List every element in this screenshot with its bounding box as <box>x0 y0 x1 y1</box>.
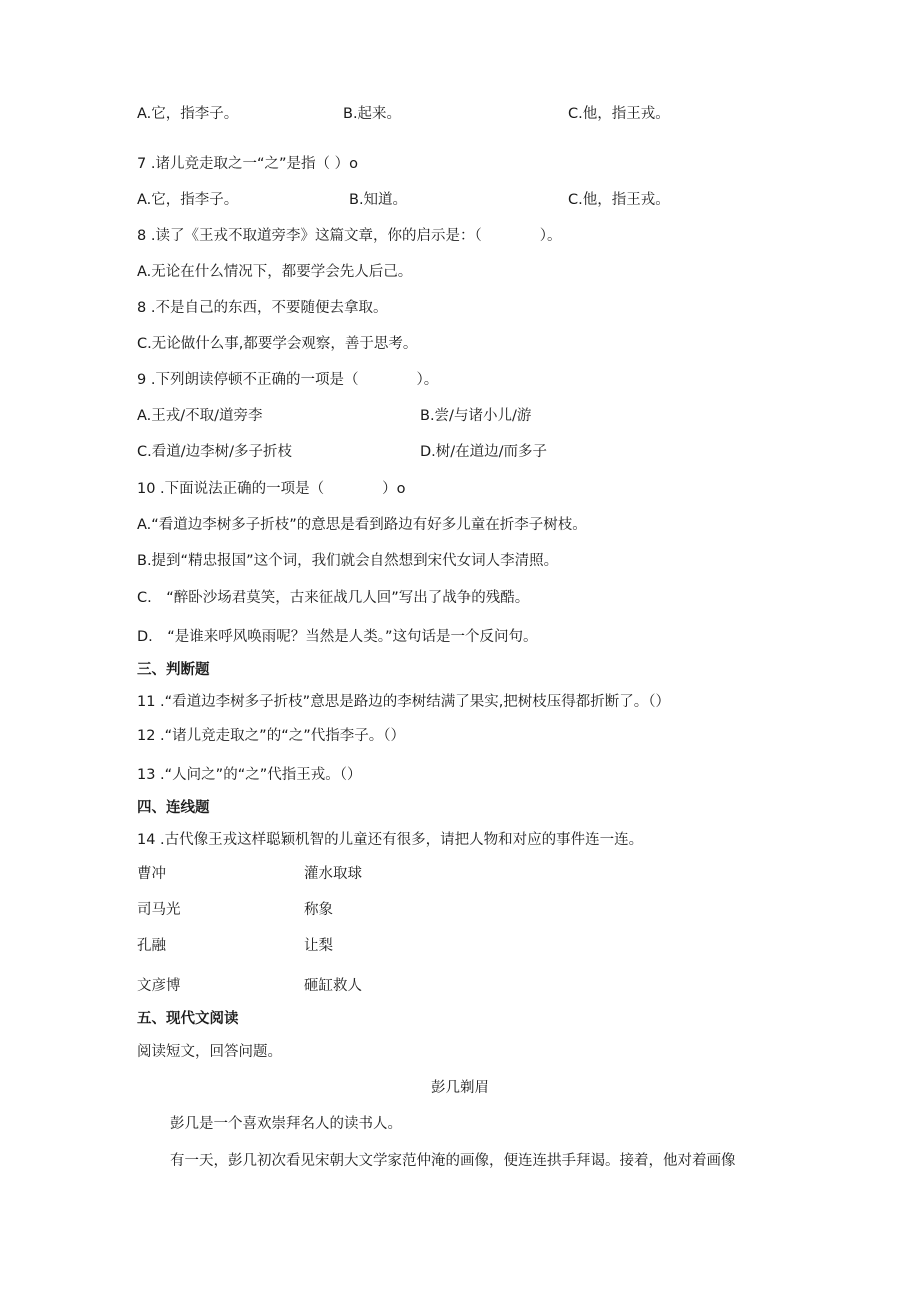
q8-option-b: 8 .不是自己的东西，不要随便去拿取。 <box>137 300 388 316</box>
q8-option-a: A.无论在什么情况下，都要学会先人后己。 <box>137 264 413 280</box>
q10-option-a: A.“看道边李树多子折枝”的意思是看到路边有好多儿童在折李子树枝。 <box>137 517 587 533</box>
reading-instruction: 阅读短文，回答问题。 <box>137 1044 282 1060</box>
section-3-heading: 三、判断题 <box>137 662 210 678</box>
q8-stem: 8 .读了《王戎不取道旁李》这篇文章，你的启示是：（ ）。 <box>137 228 562 244</box>
q10-stem: 10 .下面说法正确的一项是（ ）o <box>137 481 406 497</box>
q10-option-b: B.提到“精忠报国”这个词，我们就会自然想到宋代女词人李清照。 <box>137 553 559 569</box>
q10-option-d: D. “是谁来呼风唤雨呢？当然是人类。”这句话是一个反问句。 <box>137 629 538 645</box>
q9-option-a: A.王戎/不取/道旁李 <box>137 408 263 424</box>
section-5-heading: 五、现代文阅读 <box>137 1011 239 1027</box>
section-4-heading: 四、连线题 <box>137 800 210 816</box>
q9-option-d: D.树/在道边/而多子 <box>420 444 548 460</box>
q7-option-a: A.它，指李子。 <box>137 192 239 208</box>
q9-stem: 9 .下列朗读停顿不正确的一项是（ ）。 <box>137 372 439 388</box>
q6-option-a: A.它，指李子。 <box>137 106 239 122</box>
q13-item: 13 .“人问之”的“之”代指王戎。（） <box>137 767 362 783</box>
q7-option-c: C.他，指王戎。 <box>568 192 670 208</box>
q14-stem: 14 .古代像王戎这样聪颖机智的儿童还有很多，请把人物和对应的事件连一连。 <box>137 832 644 848</box>
passage-paragraph-1: 彭几是一个喜欢崇拜名人的读书人。 <box>170 1116 402 1132</box>
q11-item: 11 .“看道边李树多子折枝”意思是路边的李树结满了果实,把树枝压得都折断了。（） <box>137 694 671 710</box>
match-event-1: 灌水取球 <box>304 866 362 882</box>
q12-item: 12 .“诸儿竞走取之”的“之”代指李子。（） <box>137 728 405 744</box>
q9-option-b: B.尝/与诸小儿/游 <box>420 408 532 424</box>
passage-paragraph-2: 有一天，彭几初次看见宋朝大文学家范仲淹的画像，便连连拱手拜谒。接着，他对着画像 <box>170 1153 736 1169</box>
q9-option-c: C.看道/边李树/多子折枝 <box>137 444 293 460</box>
match-person-3: 孔融 <box>137 938 166 954</box>
match-person-1: 曹冲 <box>137 866 166 882</box>
passage-title: 彭几剃眉 <box>431 1080 489 1096</box>
match-event-3: 让梨 <box>304 938 333 954</box>
q7-option-b: B.知道。 <box>349 192 408 208</box>
match-person-2: 司马光 <box>137 902 181 918</box>
match-person-4: 文彦博 <box>137 978 181 994</box>
match-event-4: 砸缸救人 <box>304 978 362 994</box>
q6-option-c: C.他，指王戎。 <box>568 106 670 122</box>
match-event-2: 称象 <box>304 902 333 918</box>
q8-option-c: C.无论做什么事,都要学会观察，善于思考。 <box>137 336 418 352</box>
q6-option-b: B.起来。 <box>343 106 402 122</box>
q10-option-c: C. “醉卧沙场君莫笑，古来征战几人回”写出了战争的残酷。 <box>137 590 530 606</box>
q7-stem: 7 .诸儿竞走取之一“之”是指（ ）o <box>137 156 358 172</box>
